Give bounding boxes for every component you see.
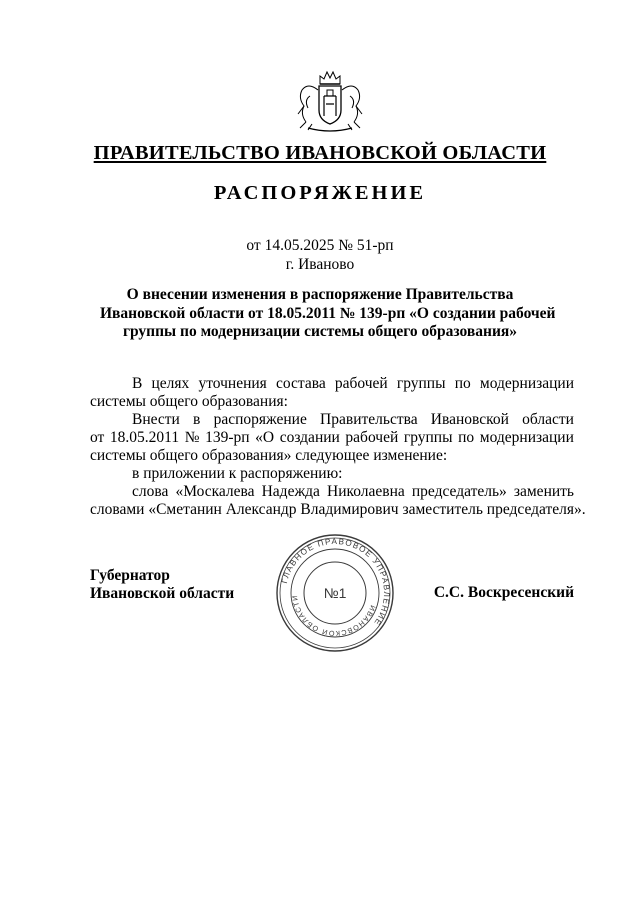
word: 18.05.2011 <box>109 429 180 446</box>
signatory-name: С.С. Воскресенский <box>433 584 574 601</box>
word: рабочей <box>345 429 399 446</box>
seal-inner-text: ИВАНОВСКОЙ ОБЛАСТИ <box>289 593 378 639</box>
word: распоряжение <box>213 411 307 428</box>
document-type: РАСПОРЯЖЕНИЕ <box>213 182 427 204</box>
subject-line: О внесении изменения в распоряжение Правительства <box>126 286 514 303</box>
word: группы <box>403 429 453 446</box>
paragraph-line <box>90 375 574 393</box>
word: Николаевна <box>327 483 405 500</box>
paragraph-line: системы общего образования: <box>90 393 288 410</box>
word: области <box>522 411 574 428</box>
government-title: ПРАВИТЕЛЬСТВО ИВАНОВСКОЙ ОБЛАСТИ <box>93 142 547 164</box>
ivanovo-coat-of-arms-icon <box>290 66 370 134</box>
signatory-position <box>90 567 234 603</box>
word: по <box>454 375 471 392</box>
word: модернизации <box>479 429 574 446</box>
word: в <box>193 411 201 428</box>
word: группы <box>396 375 446 392</box>
position-line: Ивановской области <box>90 585 235 602</box>
paragraph-line: словами «Сметанин Александр Владимирович заместитель председателя». <box>90 501 586 518</box>
word: заменить <box>513 483 574 500</box>
word: модернизации <box>479 375 574 392</box>
word: по <box>458 429 475 446</box>
official-seal-stamp <box>270 528 400 658</box>
word: 139-рп <box>205 429 250 446</box>
word: В <box>132 375 143 392</box>
position-line: Губернатор <box>90 567 170 584</box>
subject-line: группы по модернизации системы общего образования» <box>122 323 518 340</box>
word: председатель» <box>411 483 507 500</box>
word: Надежда <box>261 483 320 500</box>
word: создании <box>279 429 340 446</box>
word: состава <box>275 375 326 392</box>
seal-outer-text: ГЛАВНОЕ ПРАВОВОЕ УПРАВЛЕНИЕ <box>279 536 392 628</box>
document-subject <box>100 286 556 342</box>
word: от <box>90 429 105 446</box>
word: уточнения <box>198 375 267 392</box>
paragraph-line: системы общего образования» следующее изменение: <box>90 447 448 464</box>
seal-number: №1 <box>323 585 347 601</box>
word: Ивановской <box>430 411 509 428</box>
word: слова <box>132 483 169 500</box>
paragraph-line: в приложении к распоряжению: <box>132 465 343 482</box>
date-number: от 14.05.2025 № 51-рп <box>246 237 394 254</box>
word: рабочей <box>334 375 388 392</box>
word: «Москалева <box>175 483 255 500</box>
word: Внести <box>132 411 180 428</box>
word: «О <box>255 429 275 446</box>
word: Правительства <box>320 411 418 428</box>
subject-line: Ивановской области от 18.05.2011 № 139-рп «О создании рабочей <box>100 304 556 322</box>
paragraph-line <box>90 429 574 447</box>
city: г. Иваново <box>285 256 355 273</box>
document-body <box>90 375 586 519</box>
paragraph-line <box>90 483 574 501</box>
word: целях <box>151 375 190 392</box>
paragraph-line <box>90 411 574 429</box>
word: № <box>184 429 200 446</box>
